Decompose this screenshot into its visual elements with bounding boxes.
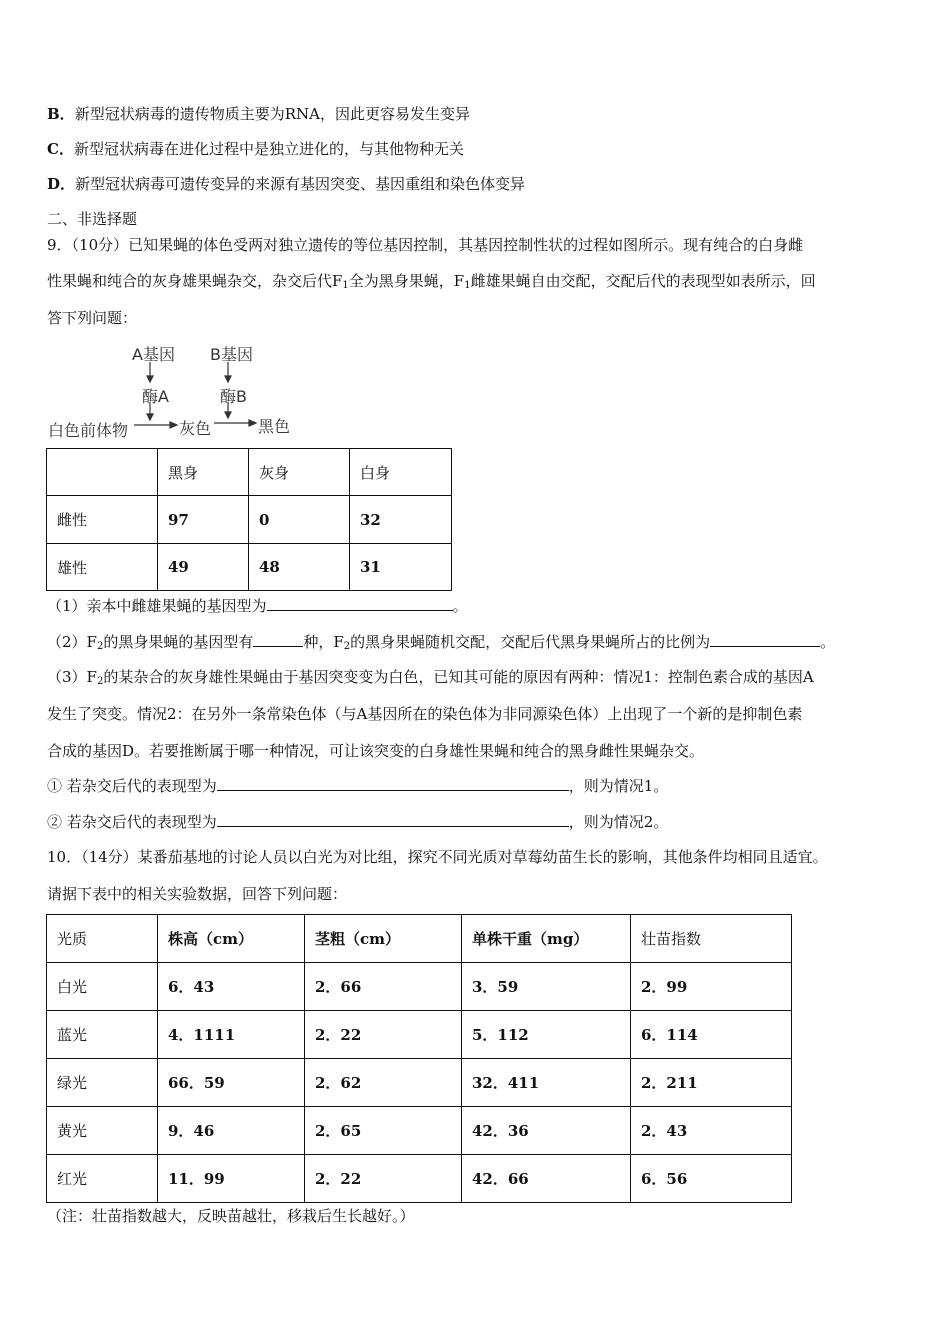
table-cell: 2．66 [305,963,462,1011]
arrowhead [249,420,256,426]
subscript: 2 [343,641,351,652]
table-row [47,1107,792,1155]
q9-sub3-line1 [47,667,814,692]
section-title: 二、非选择题 [47,210,138,228]
table-row [47,1059,792,1107]
table-cell: 6．43 [158,963,305,1011]
q10-note: （注：壮苗指数越大，反映苗越壮，移栽后生长越好。） [47,1207,415,1225]
table-row [47,963,792,1011]
text-span: 雌雄果蝇自由交配，交配后代的表现型如表所示，回 [470,272,816,290]
option-text: 新型冠状病毒的遗传物质主要为RNA，因此更容易发生变异 [74,105,470,123]
q10-light-table [46,914,792,1203]
table-cell: 11．99 [158,1155,305,1203]
arrowhead [225,412,231,418]
table-row [47,496,452,544]
option-text: 新型冠状病毒在进化过程中是独立进化的，与其他物种无关 [73,140,464,158]
q9-stem-line3: 答下列问题： [47,309,138,327]
table-cell: 雄性 [47,544,158,591]
table-cell: 蓝光 [47,1011,158,1059]
gene-a-label: A基因 [132,345,175,364]
answer-blank[interactable] [267,596,453,611]
subscript: 2 [96,641,104,652]
table-header-cell: 光质 [47,915,158,963]
table-cell: 6．114 [631,1011,792,1059]
enzyme-a-label: 酶A [142,387,169,406]
table-cell: 红光 [47,1155,158,1203]
arrowhead [147,414,153,420]
table-cell: 2．22 [305,1155,462,1203]
table-cell: 2．22 [305,1011,462,1059]
table-cell: 3．59 [462,963,631,1011]
table-cell: 2．99 [631,963,792,1011]
table-header-cell [47,449,158,496]
option-letter: C． [47,140,74,158]
table-header-cell: 壮苗指数 [631,915,792,963]
option-c [47,139,464,159]
text-span: ，则为情况2。 [568,813,669,831]
table-cell: 0 [249,496,350,544]
table-cell: 4．1111 [158,1011,305,1059]
precursor-label: 白色前体物 [48,421,129,440]
text-span: 全为黑身果蝇，F [348,272,465,290]
arrowhead [147,376,153,382]
table-header-cell: 灰身 [249,449,350,496]
table-cell: 雌性 [47,496,158,544]
q9-sub3-line2: 发生了突变。情况2：在另外一条常染色体（与A基因所在的染色体为非同源染色体）上出现了一个新的是抑制色素 [47,705,803,723]
subscript: 2 [96,676,104,687]
subscript: 1 [342,280,349,291]
q10-stem-line2: 请据下表中的相关实验数据，回答下列问题： [47,885,348,903]
subscript: 1 [464,280,471,291]
table-cell: 42．66 [462,1155,631,1203]
text-span: ① 若杂交后代的表现型为 [47,777,217,795]
text-span: 性果蝇和纯合的灰身雄果蝇杂交，杂交后代F [47,272,343,290]
table-cell: 白光 [47,963,158,1011]
q9-sub3-line3: 合成的基因D。若要推断属于哪一种情况，可让该突变的白身雄性果蝇和纯合的黑身雌性果蝇杂交。 [47,742,705,760]
table-cell: 5．112 [462,1011,631,1059]
pathway-diagram [46,340,306,440]
table-cell: 绿光 [47,1059,158,1107]
table-header-cell: 单株干重（mg） [462,915,631,963]
text-span: ，则为情况1。 [568,777,669,795]
table-cell: 66．59 [158,1059,305,1107]
table-header-cell: 白身 [350,449,452,496]
table-header-cell: 黑身 [158,449,249,496]
text-span: 种，F [303,633,344,651]
option-b [47,104,470,124]
table-row [47,544,452,591]
black-label: 黑色 [258,417,291,436]
table-cell: 31 [350,544,452,591]
table-row [47,1011,792,1059]
pathway-arrows [46,340,306,440]
q9-stem-line2 [47,271,816,296]
answer-blank[interactable] [217,776,569,791]
text-span: 。 [820,633,836,651]
answer-blank[interactable] [217,812,569,827]
table-header-row [47,449,452,496]
table-cell: 黄光 [47,1107,158,1155]
table-cell: 9．46 [158,1107,305,1155]
text-span: 。 [452,597,468,615]
table-cell: 6．56 [631,1155,792,1203]
text-span: 的黑身果蝇的基因型有 [103,633,254,651]
table-cell: 49 [158,544,249,591]
table-cell: 48 [249,544,350,591]
option-text: 新型冠状病毒可遗传变异的来源有基因突变、基因重组和染色体变异 [75,175,526,193]
table-cell: 42．36 [462,1107,631,1155]
table-row [47,1155,792,1203]
table-cell: 2．43 [631,1107,792,1155]
table-header-row [47,915,792,963]
answer-blank[interactable] [710,632,820,647]
enzyme-b-label: 酶B [220,387,247,406]
q9-case2 [47,812,668,832]
q9-sub1 [47,596,468,616]
q9-case1 [47,776,668,796]
option-letter: B． [47,105,75,123]
gray-label: 灰色 [179,419,212,438]
q10-stem-line1: 10．（14分）某番茄基地的讨论人员以白光为对比组，探究不同光质对草莓幼苗生长的影响，其他条件均相同且适宜。 [47,848,828,866]
text-span: 的黑身果蝇随机交配，交配后代黑身果蝇所占的比例为 [350,633,711,651]
table-cell: 32．411 [462,1059,631,1107]
q9-phenotype-table [46,448,452,591]
table-cell: 32 [350,496,452,544]
q9-stem-line1: 9．（10分）已知果蝇的体色受两对独立遗传的等位基因控制，其基因控制性状的过程如图所示。现有纯合的白身雌 [47,236,804,254]
text-span: （1）亲本中雌雄果蝇的基因型为 [47,597,267,615]
table-cell: 97 [158,496,249,544]
text-span: ② 若杂交后代的表现型为 [47,813,217,831]
text-span: （2）F [47,633,97,651]
arrowhead [225,376,231,382]
text-span: 的某杂合的灰身雄性果蝇由于基因突变变为白色，已知其可能的原因有两种：情况1：控制色素合成的基因A [103,668,814,686]
q9-sub2 [47,632,835,657]
option-letter: D． [47,175,76,193]
table-cell: 2．65 [305,1107,462,1155]
table-header-cell: 茎粗（cm） [305,915,462,963]
table-cell: 2．62 [305,1059,462,1107]
table-header-cell: 株高（cm） [158,915,305,963]
gene-b-label: B基因 [210,345,253,364]
option-d [47,174,525,194]
arrowhead [170,422,177,428]
table-cell: 2．211 [631,1059,792,1107]
text-span: （3）F [47,668,97,686]
answer-blank[interactable] [253,632,303,647]
